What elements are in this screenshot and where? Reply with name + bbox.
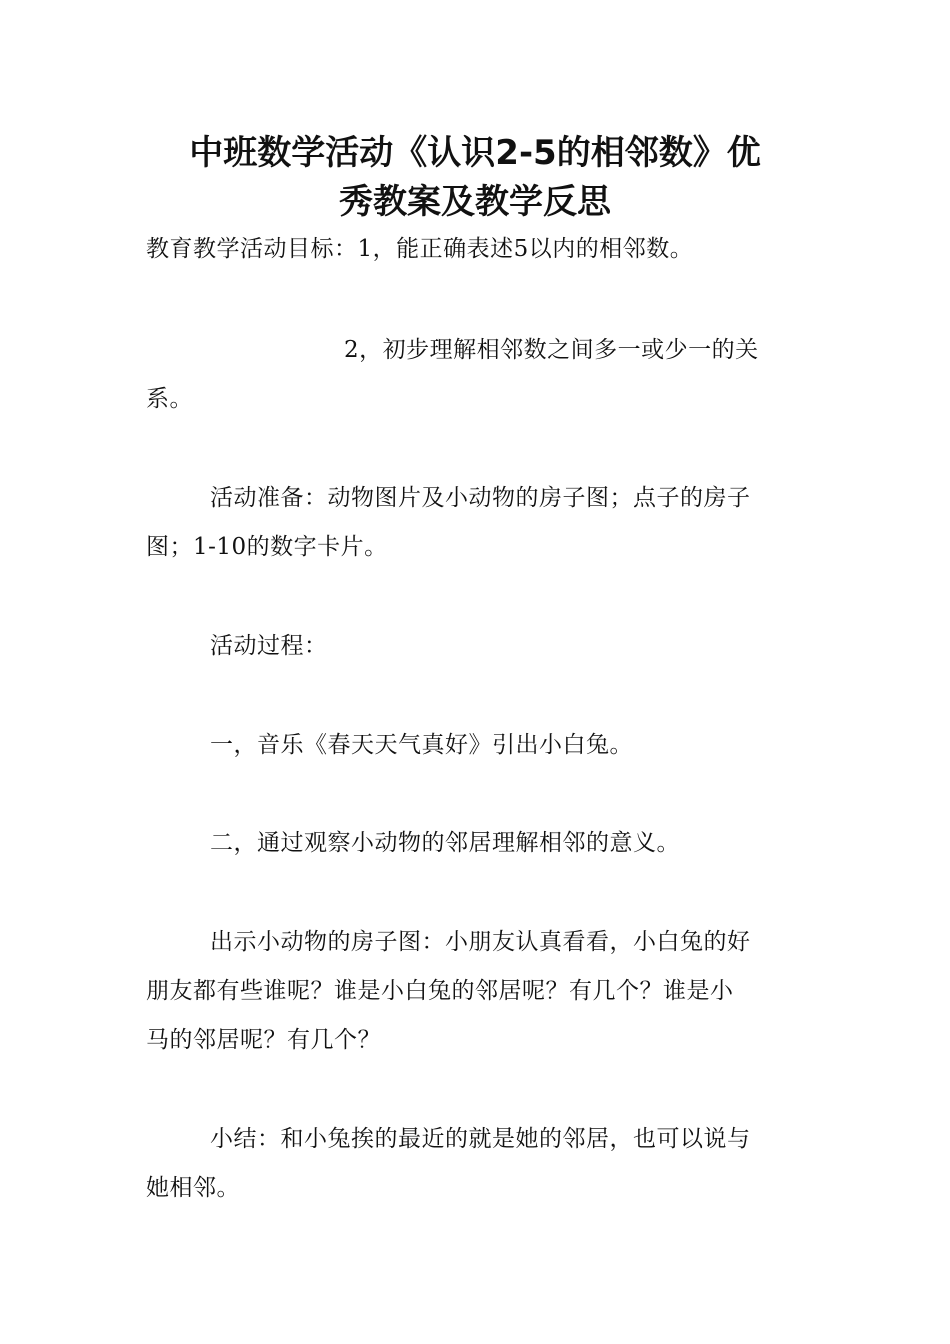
preparation-line-2: 图；1-10的数字卡片。 bbox=[146, 534, 388, 560]
objective-line-2: 2，初步理解相邻数之间多一或少一的关 bbox=[344, 337, 759, 363]
step-two: 二，通过观察小动物的邻居理解相邻的意义。 bbox=[210, 830, 680, 856]
summary-line-1: 小结：和小兔挨的最近的就是她的邻居，也可以说与 bbox=[210, 1126, 751, 1152]
objective-line-1: 教育教学活动目标：1，能正确表述5以内的相邻数。 bbox=[146, 236, 694, 262]
summary-line-2: 她相邻。 bbox=[146, 1175, 240, 1201]
show-houses-line-3: 马的邻居呢？有几个？ bbox=[146, 1027, 381, 1053]
objective-line-2-cont: 系。 bbox=[146, 386, 193, 412]
step-one: 一，音乐《春天天气真好》引出小白兔。 bbox=[210, 732, 633, 758]
show-houses-line-1: 出示小动物的房子图：小朋友认真看看，小白兔的好 bbox=[210, 929, 751, 955]
document-title-line-2: 秀教案及教学反思 bbox=[339, 182, 611, 222]
process-heading: 活动过程： bbox=[210, 633, 328, 659]
show-houses-line-2: 朋友都有些谁呢？谁是小白兔的邻居呢？有几个？谁是小 bbox=[146, 978, 734, 1004]
document-title-line-1: 中班数学活动《认识2-5的相邻数》优 bbox=[189, 133, 761, 173]
preparation-line-1: 活动准备：动物图片及小动物的房子图；点子的房子 bbox=[210, 485, 751, 511]
